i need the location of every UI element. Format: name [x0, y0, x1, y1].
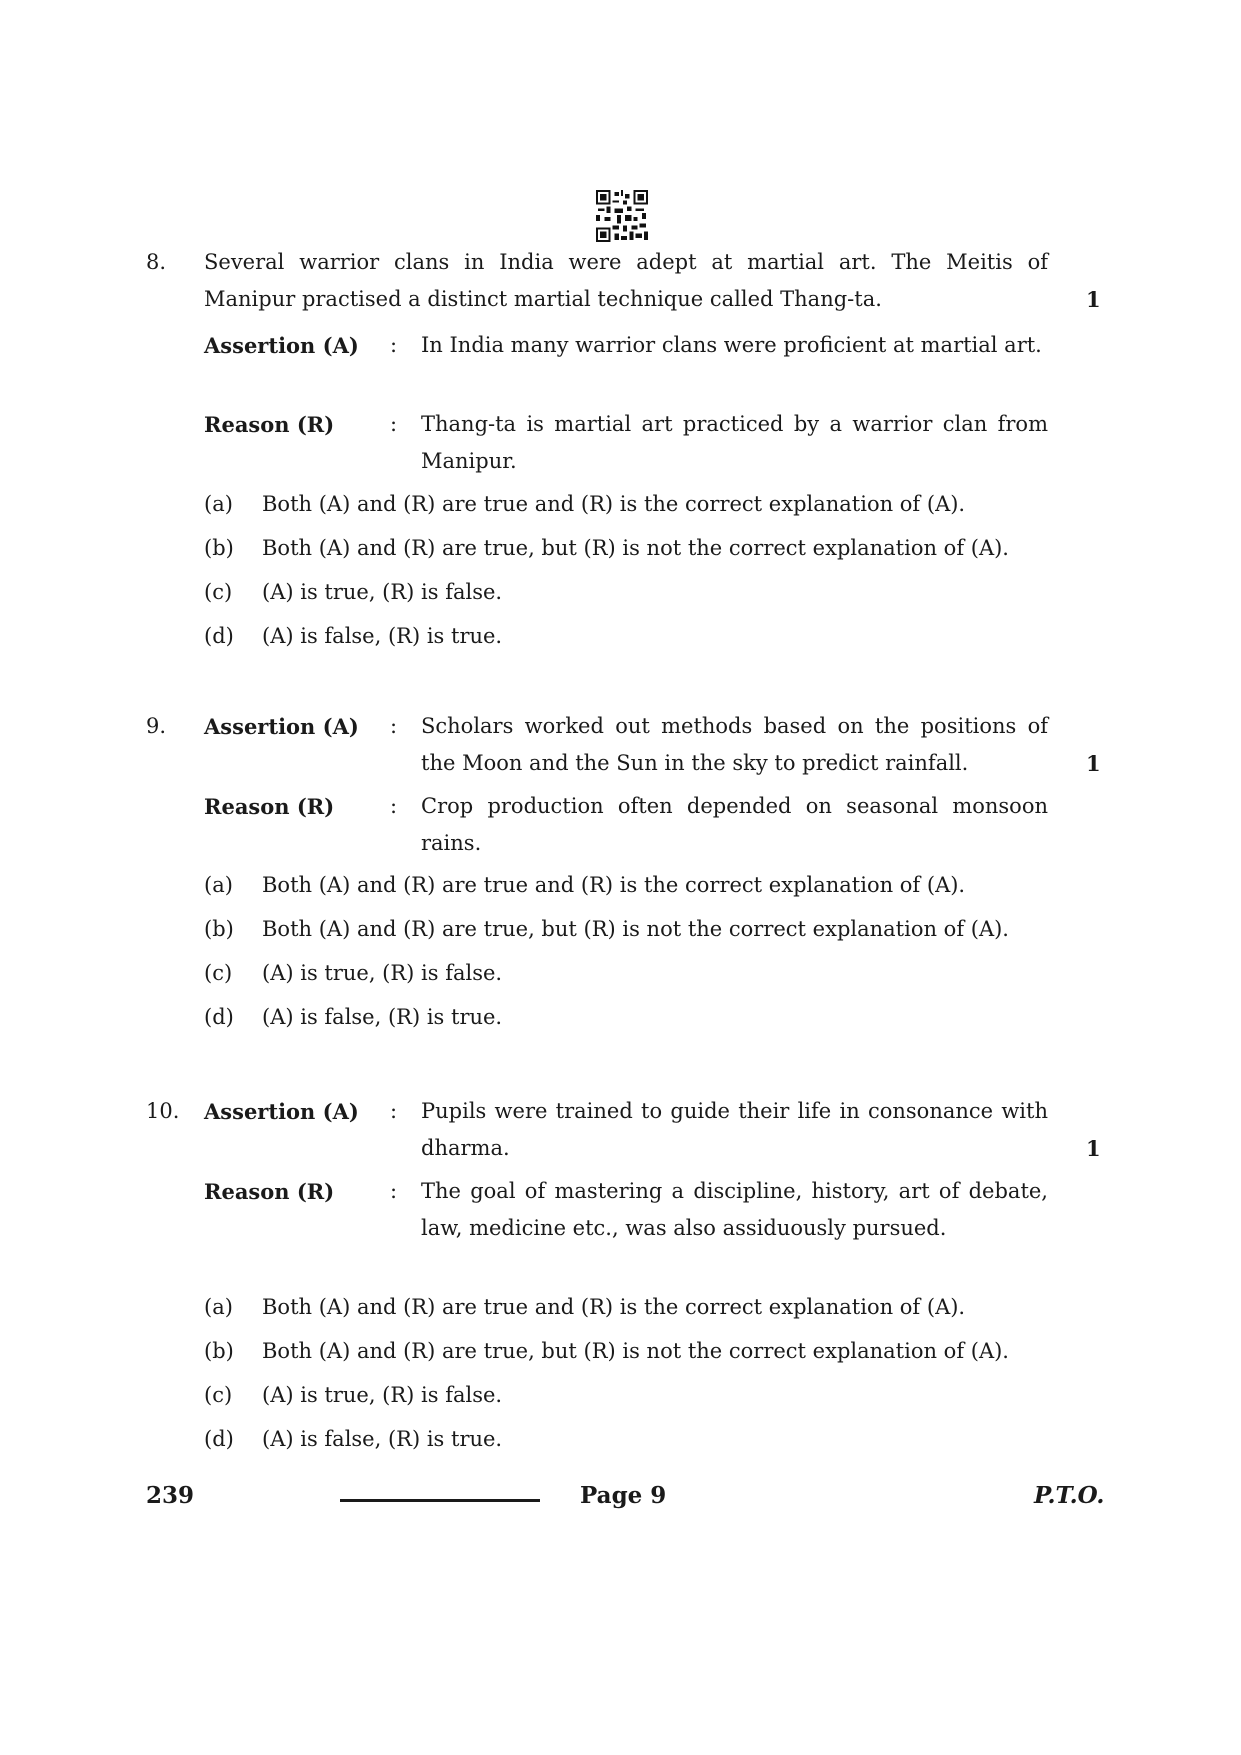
- marks: 1: [1086, 1136, 1101, 1161]
- option-c: (A) is true, (R) is false.: [262, 1383, 503, 1407]
- assertion-text: Pupils were trained to guide their life in consonance with dharma.: [421, 1099, 1048, 1160]
- paper-code: 239: [146, 1482, 195, 1509]
- reason-text: The goal of mastering a discipline, history, art of debate, law, medicine etc., was also assiduously pursued.: [421, 1179, 1048, 1240]
- assertion-text: Scholars worked out methods based on the positions of the Moon and the Sun in the sky to predict rainfall.: [421, 714, 1048, 775]
- marks: 1: [1086, 751, 1101, 776]
- colon: :: [390, 1179, 398, 1203]
- reason-text: Crop production often depended on seasonal monsoon rains.: [421, 794, 1048, 855]
- assertion-label: Assertion (A): [204, 714, 359, 739]
- reason-label: Reason (R): [204, 1179, 335, 1204]
- option-letter: (d): [204, 624, 234, 648]
- reason-text: Thang-ta is martial art practiced by a warrior clan from Manipur.: [421, 412, 1048, 473]
- option-a: Both (A) and (R) are true and (R) is the correct explanation of (A).: [262, 492, 966, 516]
- option-letter: (d): [204, 1005, 234, 1029]
- assertion-label: Assertion (A): [204, 1099, 359, 1124]
- question-number: 8.: [146, 250, 167, 274]
- option-letter: (a): [204, 1295, 233, 1319]
- pto-label: P.T.O.: [1034, 1482, 1105, 1509]
- option-a: Both (A) and (R) are true and (R) is the correct explanation of (A).: [262, 1295, 966, 1319]
- colon: :: [390, 333, 398, 357]
- marks: 1: [1086, 287, 1101, 312]
- option-d: (A) is false, (R) is true.: [262, 624, 503, 648]
- footer-rule: [340, 1499, 540, 1502]
- option-d: (A) is false, (R) is true.: [262, 1005, 503, 1029]
- reason-label: Reason (R): [204, 412, 335, 437]
- colon: :: [390, 714, 398, 738]
- option-letter: (c): [204, 961, 233, 985]
- question-intro: Several warrior clans in India were adept at martial art. The Meitis of Manipur practised a distinct martial technique called Thang-ta.: [204, 250, 1048, 311]
- option-letter: (b): [204, 536, 234, 560]
- option-letter: (a): [204, 492, 233, 516]
- question-number: 9.: [146, 714, 167, 738]
- colon: :: [390, 1099, 398, 1123]
- qr-code-icon: [596, 190, 648, 242]
- option-letter: (c): [204, 1383, 233, 1407]
- option-b: Both (A) and (R) are true, but (R) is not the correct explanation of (A).: [262, 536, 1009, 560]
- assertion-label: Assertion (A): [204, 333, 359, 358]
- option-d: (A) is false, (R) is true.: [262, 1427, 503, 1451]
- option-letter: (d): [204, 1427, 234, 1451]
- option-letter: (c): [204, 580, 233, 604]
- option-b: Both (A) and (R) are true, but (R) is not the correct explanation of (A).: [262, 917, 1009, 941]
- option-b: Both (A) and (R) are true, but (R) is not the correct explanation of (A).: [262, 1339, 1009, 1363]
- colon: :: [390, 412, 398, 436]
- page-number: Page 9: [580, 1482, 667, 1509]
- reason-label: Reason (R): [204, 794, 335, 819]
- colon: :: [390, 794, 398, 818]
- option-c: (A) is true, (R) is false.: [262, 580, 503, 604]
- option-a: Both (A) and (R) are true and (R) is the correct explanation of (A).: [262, 873, 966, 897]
- question-number: 10.: [146, 1099, 180, 1123]
- assertion-text: In India many warrior clans were proficient at martial art.: [421, 333, 1042, 357]
- option-letter: (b): [204, 1339, 234, 1363]
- option-letter: (a): [204, 873, 233, 897]
- option-c: (A) is true, (R) is false.: [262, 961, 503, 985]
- option-letter: (b): [204, 917, 234, 941]
